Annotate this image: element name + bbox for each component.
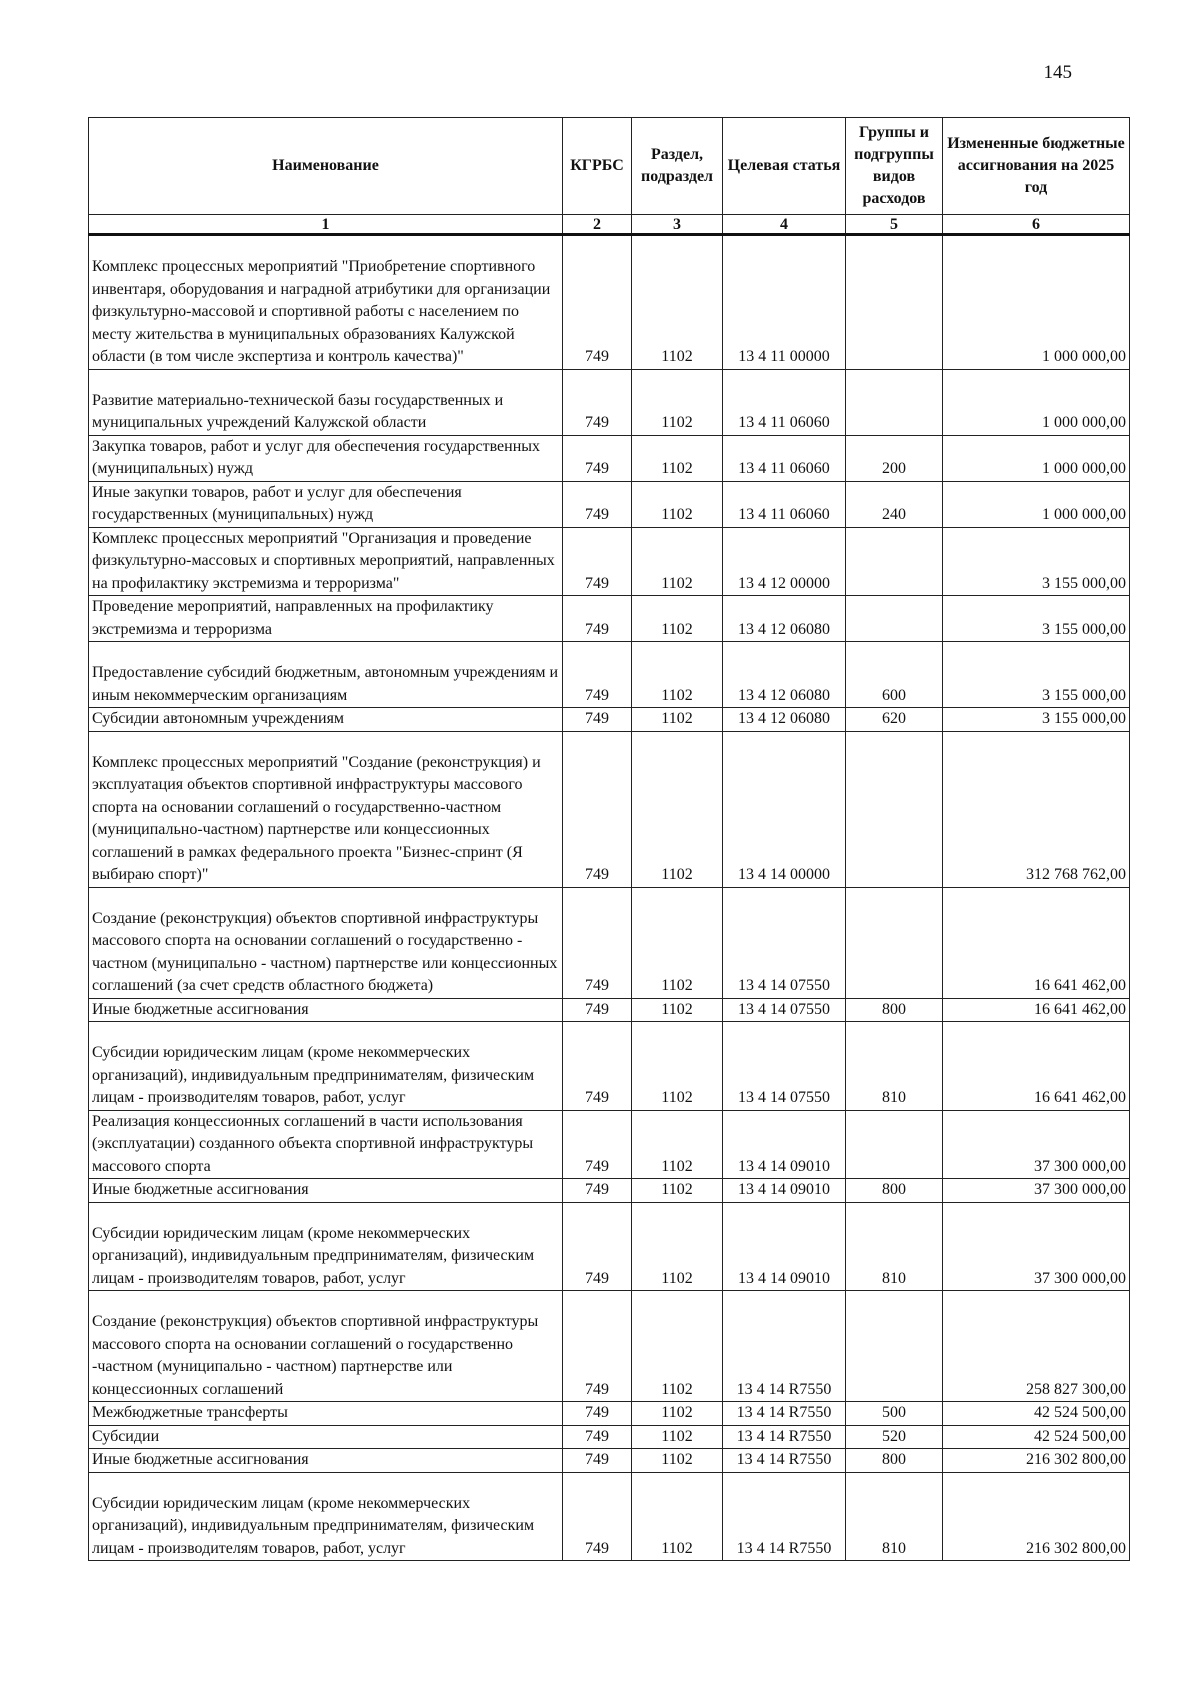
table-row — [89, 435, 1130, 481]
row-amount: 1 000 000,00 — [943, 369, 1130, 435]
row-group: 620 — [846, 708, 943, 732]
column-number-row — [89, 215, 1130, 235]
table-row — [89, 1022, 1130, 1111]
row-section: 1102 — [632, 481, 723, 527]
row-group: 810 — [846, 1202, 943, 1291]
row-group — [846, 527, 943, 596]
row-name: Реализация концессионных соглашений в части использования (эксплуатации) созданного объекта спортивной инфраструктуры массового спорта — [89, 1110, 563, 1179]
row-group: 500 — [846, 1402, 943, 1426]
row-amount: 16 641 462,00 — [943, 887, 1130, 998]
row-kgrbs: 749 — [563, 1472, 632, 1561]
row-amount: 42 524 500,00 — [943, 1402, 1130, 1426]
row-kgrbs: 749 — [563, 998, 632, 1022]
budget-table — [88, 117, 1130, 1561]
row-section: 1102 — [632, 1291, 723, 1402]
row-name: Комплекс процессных мероприятий "Создание (реконструкция) и эксплуатация объектов спортивной инфраструктуры массового спорта на основании соглашений о государственно-частном (муниципально-частном) партнерстве или концессионных соглашений в рамках федерального проекта "Бизнес-спринт (Я выбираю спорт)" — [89, 731, 563, 887]
row-amount: 16 641 462,00 — [943, 998, 1130, 1022]
row-group — [846, 596, 943, 642]
column-number: 3 — [632, 215, 723, 235]
row-kgrbs: 749 — [563, 1291, 632, 1402]
row-target: 13 4 11 06060 — [723, 481, 846, 527]
row-amount: 3 155 000,00 — [943, 642, 1130, 708]
row-name: Межбюджетные трансферты — [89, 1402, 563, 1426]
row-name: Проведение мероприятий, направленных на профилактику экстремизма и терроризма — [89, 596, 563, 642]
row-target: 13 4 14 R7550 — [723, 1291, 846, 1402]
row-kgrbs: 749 — [563, 596, 632, 642]
row-name: Иные бюджетные ассигнования — [89, 998, 563, 1022]
row-target: 13 4 14 00000 — [723, 731, 846, 887]
header-amount: Измененные бюджетные ассигнования на 2025 год — [943, 118, 1130, 215]
table-row — [89, 887, 1130, 998]
row-group — [846, 369, 943, 435]
row-target: 13 4 11 06060 — [723, 369, 846, 435]
table-header-row — [89, 118, 1130, 215]
column-number: 5 — [846, 215, 943, 235]
table-row — [89, 1202, 1130, 1291]
table-row — [89, 1179, 1130, 1203]
row-section: 1102 — [632, 1202, 723, 1291]
row-group — [846, 1291, 943, 1402]
table-row — [89, 1472, 1130, 1561]
row-kgrbs: 749 — [563, 731, 632, 887]
table-row — [89, 998, 1130, 1022]
row-name: Предоставление субсидий бюджетным, автономным учреждениям и иным некоммерческим организациям — [89, 642, 563, 708]
row-kgrbs: 749 — [563, 369, 632, 435]
table-row — [89, 596, 1130, 642]
table-row — [89, 369, 1130, 435]
table-row — [89, 731, 1130, 887]
header-kgrbs: КГРБС — [563, 118, 632, 215]
row-group: 800 — [846, 1179, 943, 1203]
row-target: 13 4 14 R7550 — [723, 1449, 846, 1473]
row-group: 200 — [846, 435, 943, 481]
table-row — [89, 1425, 1130, 1449]
table-row — [89, 1449, 1130, 1473]
row-section: 1102 — [632, 1425, 723, 1449]
row-group: 520 — [846, 1425, 943, 1449]
row-kgrbs: 749 — [563, 642, 632, 708]
row-name: Субсидии юридическим лицам (кроме некоммерческих организаций), индивидуальным предпринимателям, физическим лицам - производителям товаров, работ, услуг — [89, 1472, 563, 1561]
row-target: 13 4 12 06080 — [723, 596, 846, 642]
row-amount: 16 641 462,00 — [943, 1022, 1130, 1111]
table-row — [89, 235, 1130, 370]
row-section: 1102 — [632, 998, 723, 1022]
row-section: 1102 — [632, 235, 723, 370]
row-kgrbs: 749 — [563, 1449, 632, 1473]
table-row — [89, 1110, 1130, 1179]
row-target: 13 4 14 07550 — [723, 998, 846, 1022]
row-name: Субсидии — [89, 1425, 563, 1449]
row-section: 1102 — [632, 1110, 723, 1179]
row-target: 13 4 14 09010 — [723, 1110, 846, 1179]
row-kgrbs: 749 — [563, 1110, 632, 1179]
row-amount: 258 827 300,00 — [943, 1291, 1130, 1402]
row-kgrbs: 749 — [563, 1402, 632, 1426]
row-name: Создание (реконструкция) объектов спортивной инфраструктуры массового спорта на основании соглашений о государственно - частном (муниципально - частном) партнерстве или концессионных соглашений (за счет средств областного бюджета) — [89, 887, 563, 998]
row-section: 1102 — [632, 596, 723, 642]
row-amount: 1 000 000,00 — [943, 235, 1130, 370]
row-group — [846, 887, 943, 998]
row-section: 1102 — [632, 1022, 723, 1111]
row-target: 13 4 12 06080 — [723, 642, 846, 708]
row-group: 810 — [846, 1022, 943, 1111]
row-target: 13 4 12 00000 — [723, 527, 846, 596]
table-row — [89, 708, 1130, 732]
table-row — [89, 527, 1130, 596]
row-kgrbs: 749 — [563, 527, 632, 596]
row-amount: 42 524 500,00 — [943, 1425, 1130, 1449]
row-target: 13 4 14 R7550 — [723, 1425, 846, 1449]
row-kgrbs: 749 — [563, 1425, 632, 1449]
row-amount: 1 000 000,00 — [943, 435, 1130, 481]
row-group — [846, 1110, 943, 1179]
row-target: 13 4 14 09010 — [723, 1179, 846, 1203]
row-name: Комплекс процессных мероприятий "Организация и проведение физкультурно-массовых и спортивных мероприятий, направленных на профилактику экстремизма и терроризма" — [89, 527, 563, 596]
row-target: 13 4 14 07550 — [723, 887, 846, 998]
row-section: 1102 — [632, 1472, 723, 1561]
row-section: 1102 — [632, 708, 723, 732]
row-amount: 37 300 000,00 — [943, 1110, 1130, 1179]
row-kgrbs: 749 — [563, 481, 632, 527]
row-name: Закупка товаров, работ и услуг для обеспечения государственных (муниципальных) нужд — [89, 435, 563, 481]
table-row — [89, 481, 1130, 527]
row-group: 800 — [846, 998, 943, 1022]
row-group — [846, 235, 943, 370]
row-kgrbs: 749 — [563, 1022, 632, 1111]
page-number: 145 — [1043, 62, 1072, 83]
row-target: 13 4 12 06080 — [723, 708, 846, 732]
row-name: Развитие материально-технической базы государственных и муниципальных учреждений Калужской области — [89, 369, 563, 435]
row-kgrbs: 749 — [563, 708, 632, 732]
row-section: 1102 — [632, 887, 723, 998]
column-number: 2 — [563, 215, 632, 235]
header-target: Целевая статья — [723, 118, 846, 215]
table-row — [89, 642, 1130, 708]
row-target: 13 4 14 07550 — [723, 1022, 846, 1111]
row-section: 1102 — [632, 1449, 723, 1473]
header-groups: Группы и подгруппы видов расходов — [846, 118, 943, 215]
column-number: 6 — [943, 215, 1130, 235]
row-name: Иные бюджетные ассигнования — [89, 1449, 563, 1473]
row-group: 800 — [846, 1449, 943, 1473]
row-section: 1102 — [632, 1402, 723, 1426]
row-kgrbs: 749 — [563, 887, 632, 998]
row-amount: 3 155 000,00 — [943, 527, 1130, 596]
header-name: Наименование — [89, 118, 563, 215]
column-number: 1 — [89, 215, 563, 235]
row-section: 1102 — [632, 1179, 723, 1203]
row-amount: 37 300 000,00 — [943, 1202, 1130, 1291]
row-amount: 1 000 000,00 — [943, 481, 1130, 527]
row-amount: 37 300 000,00 — [943, 1179, 1130, 1203]
row-amount: 216 302 800,00 — [943, 1449, 1130, 1473]
row-section: 1102 — [632, 642, 723, 708]
row-amount: 216 302 800,00 — [943, 1472, 1130, 1561]
row-name: Иные бюджетные ассигнования — [89, 1179, 563, 1203]
row-kgrbs: 749 — [563, 235, 632, 370]
row-name: Комплекс процессных мероприятий "Приобретение спортивного инвентаря, оборудования и наградной атрибутики для организации физкультурно-массовой и спортивной работы с населением по месту жительства в муниципальных образованиях Калужской области (в том числе экспертиза и контроль качества)" — [89, 235, 563, 370]
row-name: Субсидии юридическим лицам (кроме некоммерческих организаций), индивидуальным предпринимателям, физическим лицам - производителям товаров, работ, услуг — [89, 1202, 563, 1291]
row-section: 1102 — [632, 731, 723, 887]
table-row — [89, 1291, 1130, 1402]
row-kgrbs: 749 — [563, 435, 632, 481]
row-name: Субсидии юридическим лицам (кроме некоммерческих организаций), индивидуальным предпринимателям, физическим лицам - производителям товаров, работ, услуг — [89, 1022, 563, 1111]
row-target: 13 4 11 00000 — [723, 235, 846, 370]
column-number: 4 — [723, 215, 846, 235]
row-section: 1102 — [632, 527, 723, 596]
row-amount: 312 768 762,00 — [943, 731, 1130, 887]
row-amount: 3 155 000,00 — [943, 708, 1130, 732]
row-target: 13 4 14 R7550 — [723, 1472, 846, 1561]
row-group: 810 — [846, 1472, 943, 1561]
row-group: 600 — [846, 642, 943, 708]
row-target: 13 4 14 R7550 — [723, 1402, 846, 1426]
row-kgrbs: 749 — [563, 1202, 632, 1291]
row-group: 240 — [846, 481, 943, 527]
table-body — [89, 235, 1130, 1561]
row-group — [846, 731, 943, 887]
row-target: 13 4 11 06060 — [723, 435, 846, 481]
row-name: Создание (реконструкция) объектов спортивной инфраструктуры массового спорта на основании соглашений о государственно -частном (муниципально - частном) партнерстве или концессионных соглашений — [89, 1291, 563, 1402]
row-section: 1102 — [632, 435, 723, 481]
row-kgrbs: 749 — [563, 1179, 632, 1203]
row-name: Субсидии автономным учреждениям — [89, 708, 563, 732]
row-amount: 3 155 000,00 — [943, 596, 1130, 642]
row-target: 13 4 14 09010 — [723, 1202, 846, 1291]
header-section: Раздел, подраздел — [632, 118, 723, 215]
table-row — [89, 1402, 1130, 1426]
row-section: 1102 — [632, 369, 723, 435]
row-name: Иные закупки товаров, работ и услуг для обеспечения государственных (муниципальных) нужд — [89, 481, 563, 527]
